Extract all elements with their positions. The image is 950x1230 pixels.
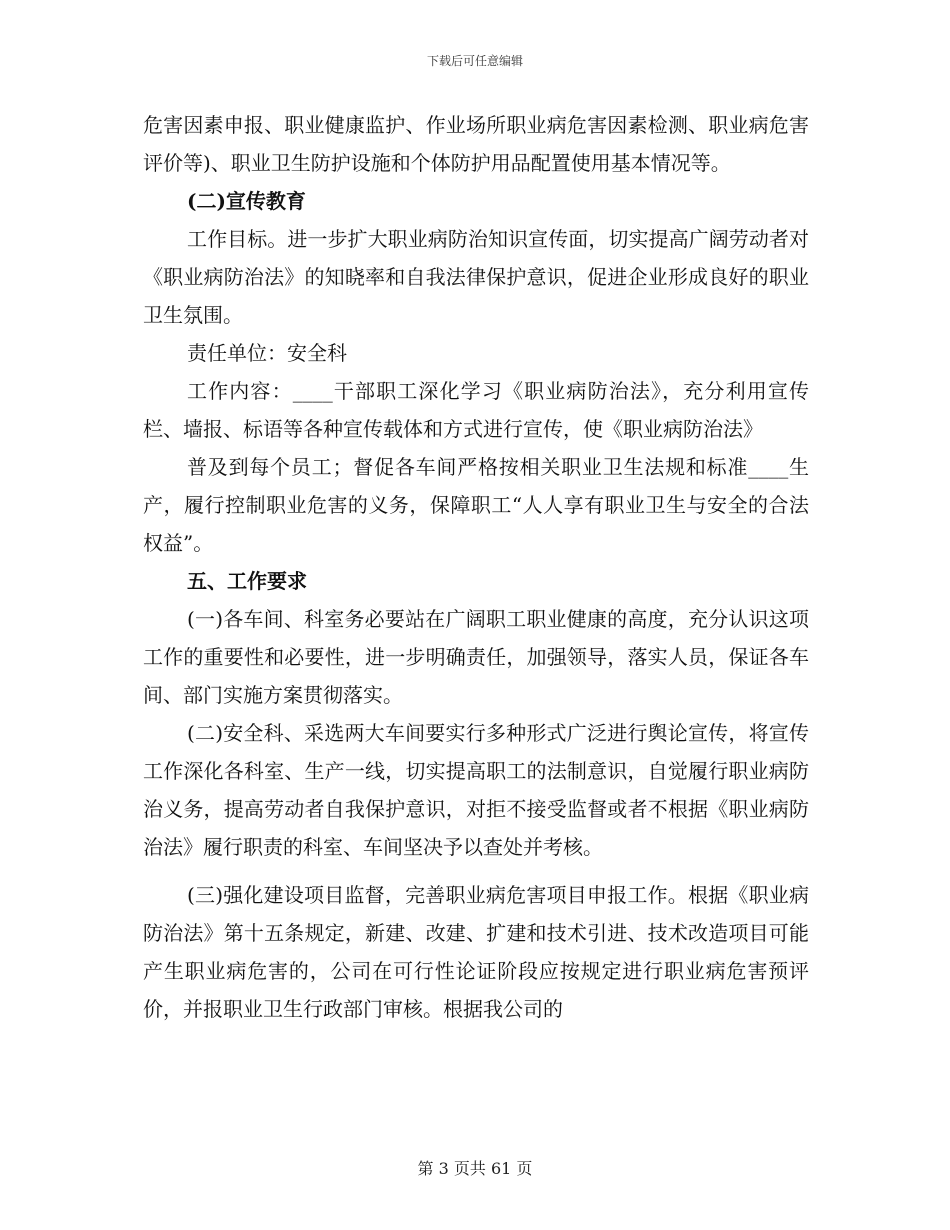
section-heading-publicity: (二)宣传教育 xyxy=(187,189,306,213)
paragraph-requirement-1: (一)各车间、科室务必要站在广阔职工职业健康的高度，充分认识这项工作的重要性和必要性，进一步明确责任，加强领导，落实人员，保证各车间、部门实施方案贯彻落实。 xyxy=(143,607,809,707)
paragraph-requirement-2: (二)安全科、采选两大车间要实行多种形式广泛进行舆论宣传，将宣传工作深化各科室、生产一线，切实提高职工的法制意识，自觉履行职业病防治义务，提高劳动者自我保护意识，对拒不接受监督或者不根据《职业病防治法》履行职责的科室、车间坚决予以查处并考核。 xyxy=(143,721,809,859)
section-heading-requirements: 五、工作要求 xyxy=(187,569,307,593)
paragraph-popularize: 普及到每个员工；督促各车间严格按相关职业卫生法规和标准____生产，履行控制职业危害的义务，保障职工“人人享有职业卫生与安全的合法权益”。 xyxy=(143,455,809,555)
document-body xyxy=(143,106,809,1028)
paragraph-responsible-unit: 责任单位：安全科 xyxy=(187,341,347,365)
page-header: 下载后可任意编辑 xyxy=(426,54,523,68)
paragraph-continued: 危害因素申报、职业健康监护、作业场所职业病危害因素检测、职业病危害评价等)、职业卫生防护设施和个体防护用品配置使用基本情况等。 xyxy=(143,113,809,175)
paragraph-requirement-3: (三)强化建设项目监督，完善职业病危害项目申报工作。根据《职业病防治法》第十五条规定，新建、改建、扩建和技术引进、技术改造项目可能产生职业病危害的，公司在可行性论证阶段应按规定进行职业病危害预评价，并报职业卫生行政部门审核。根据我公司的 xyxy=(143,883,809,1021)
paragraph-work-goal: 工作目标。进一步扩大职业病防治知识宣传面，切实提高广阔劳动者对《职业病防治法》的知晓率和自我法律保护意识，促进企业形成良好的职业卫生氛围。 xyxy=(143,227,809,327)
paragraph-work-content: 工作内容：____干部职工深化学习《职业病防治法》，充分利用宣传栏、墙报、标语等各种宣传载体和方式进行宣传，使《职业病防治法》 xyxy=(143,379,809,441)
page-footer: 第 3 页共 61 页 xyxy=(417,1159,533,1178)
